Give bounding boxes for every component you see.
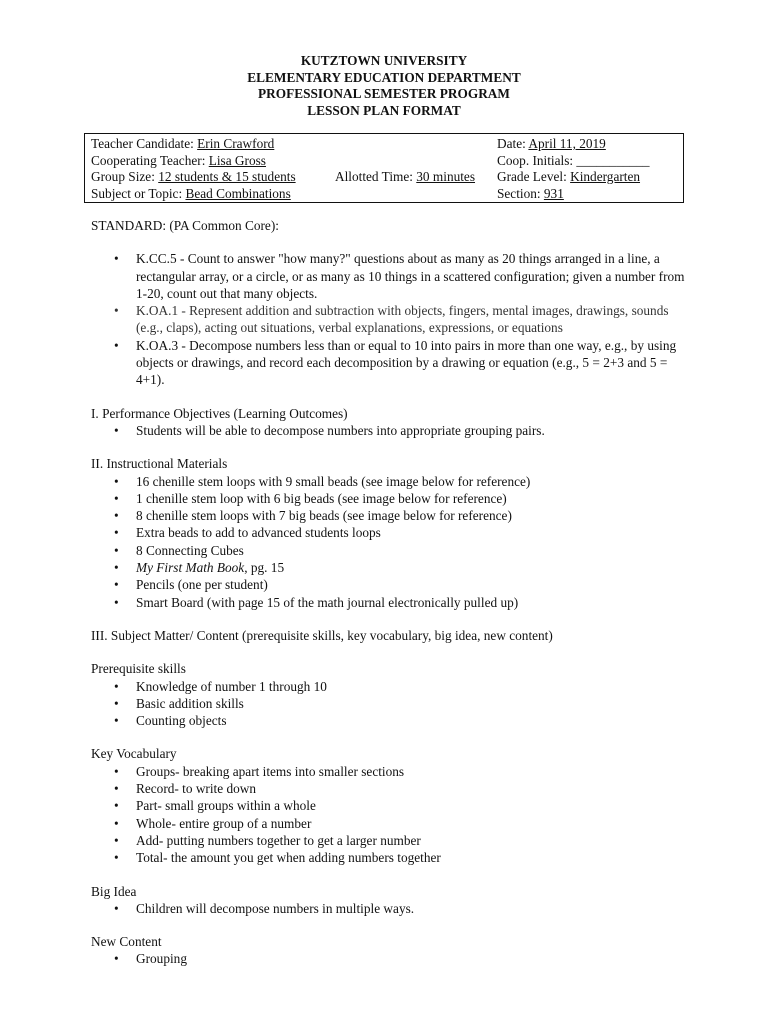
subject-topic: Subject or Topic: Bead Combinations	[91, 186, 291, 201]
section-number-value: 931	[543, 186, 564, 201]
new-content-list	[91, 950, 691, 967]
document-header	[0, 53, 768, 120]
big-idea-list	[91, 900, 691, 917]
list-item: • Groups- breaking apart items into smaller sections	[91, 763, 691, 780]
list-item: • 8 Connecting Cubes	[91, 542, 691, 559]
cooperating-teacher-value: Lisa Gross	[208, 153, 266, 168]
grade-level-value: Kindergarten	[570, 169, 641, 184]
list-item: • Add- putting numbers together to get a larger number	[91, 832, 691, 849]
header-line-department: ELEMENTARY EDUCATION DEPARTMENT	[247, 69, 521, 85]
section-number: Section: 931	[497, 186, 564, 201]
list-item: • Part- small groups within a whole	[91, 797, 691, 814]
group-size-value: 12 students & 15 students	[158, 169, 296, 184]
coop-initials: Coop. Initials: ___________	[497, 153, 650, 168]
list-item: • Smart Board (with page 15 of the math journal electronically pulled up)	[91, 594, 691, 611]
list-item: • Pencils (one per student)	[91, 576, 691, 593]
list-item: • Grouping	[91, 950, 691, 967]
objectives-list	[91, 422, 691, 439]
list-item: • Counting objects	[91, 712, 691, 729]
lesson-info-box	[84, 133, 684, 203]
materials-title: II. Instructional Materials	[91, 456, 228, 472]
list-item: • Students will be able to decompose numbers into appropriate grouping pairs.	[91, 422, 691, 439]
coop-initials-value: ___________	[576, 153, 650, 168]
grade-level: Grade Level: Kindergarten	[497, 169, 641, 184]
prerequisite-title: Prerequisite skills	[91, 661, 186, 677]
list-item: • 1 chenille stem loop with 6 big beads (see image below for reference)	[91, 490, 691, 507]
list-item: • Record- to write down	[91, 780, 691, 797]
list-item: • Extra beads to add to advanced students loops	[91, 524, 691, 541]
list-item: • K.OA.1 - Represent addition and subtraction with objects, fingers, mental images, drawings, sounds (e.g., claps), acting out situations, verbal explanations, expressions, or equations	[91, 302, 691, 337]
header-line-university: KUTZTOWN UNIVERSITY	[300, 53, 468, 68]
book-title: My First Math Book	[136, 560, 245, 576]
allotted-time-value: 30 minutes	[416, 169, 476, 184]
list-item: • Knowledge of number 1 through 10	[91, 678, 691, 695]
list-item: • Children will decompose numbers in multiple ways.	[91, 900, 691, 917]
list-item: • 16 chenille stem loops with 9 small beads (see image below for reference)	[91, 473, 691, 490]
standard-list	[91, 250, 691, 388]
lesson-content	[91, 217, 691, 968]
teacher-candidate-value: Erin Crawford	[197, 136, 275, 151]
cooperating-teacher: Cooperating Teacher: Lisa Gross	[91, 153, 266, 168]
header-line-format: LESSON PLAN FORMAT	[307, 103, 461, 119]
subject-topic-value: Bead Combinations	[185, 186, 291, 201]
list-item: • Basic addition skills	[91, 695, 691, 712]
objectives-title: I. Performance Objectives (Learning Outcomes)	[91, 405, 348, 421]
list-item: • Whole- entire group of a number	[91, 815, 691, 832]
vocabulary-title: Key Vocabulary	[91, 746, 177, 762]
prerequisite-list	[91, 678, 691, 730]
group-size: Group Size: 12 students & 15 students	[91, 169, 296, 184]
header-line-program: PROFESSIONAL SEMESTER PROGRAM	[258, 86, 510, 102]
list-item: • Total- the amount you get when adding numbers together	[91, 849, 691, 866]
list-item: • K.OA.3 - Decompose numbers less than or equal to 10 into pairs in more than one way, e.g., by using objects or drawings, and record each decomposition by a drawing or equation (e.g., 5 = 2+3 and 5 = 4+1).	[91, 337, 691, 389]
allotted-time: Allotted Time: 30 minutes	[335, 169, 476, 184]
list-item: • My First Math Book, pg. 15	[91, 559, 691, 576]
subject-matter-title: III. Subject Matter/ Content (prerequisite skills, key vocabulary, big idea, new content)	[91, 627, 553, 643]
list-item: • 8 chenille stem loops with 7 big beads (see image below for reference)	[91, 507, 691, 524]
teacher-candidate: Teacher Candidate: Erin Crawford	[91, 136, 275, 151]
new-content-title: New Content	[91, 934, 162, 950]
list-item: • K.CC.5 - Count to answer "how many?" questions about as many as 20 things arranged in a line, a rectangular array, or a circle, or as many as 10 things in a scattered configuration; given a number from 1-20, count out that many objects.	[91, 250, 691, 302]
lesson-date: Date: April 11, 2019	[497, 136, 606, 151]
standard-title: STANDARD: (PA Common Core):	[91, 218, 279, 233]
lesson-date-value: April 11, 2019	[528, 136, 606, 151]
materials-list	[91, 473, 691, 611]
vocabulary-list	[91, 763, 691, 867]
big-idea-title: Big Idea	[91, 883, 137, 899]
